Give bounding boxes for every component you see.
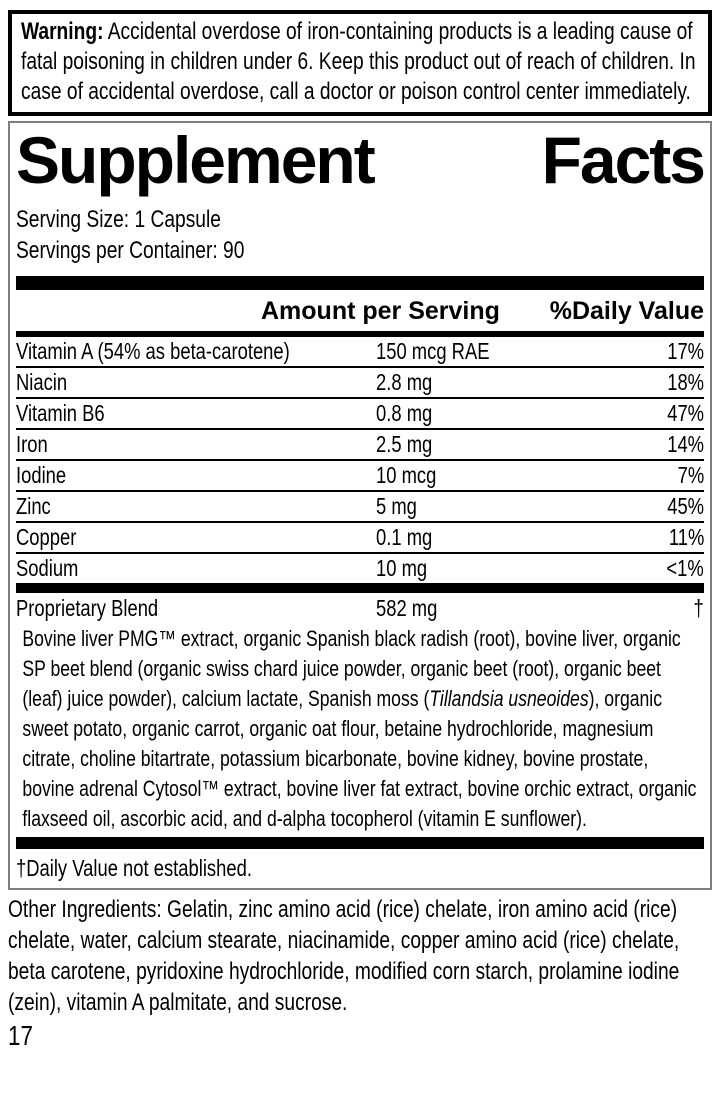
nutrient-daily-value: 45% [667,493,704,519]
nutrient-daily-value: 18% [667,369,704,395]
other-ingredients: Other Ingredients: Gelatin, zinc amino acid (rice) chelate, iron amino acid (rice) chelate, water, calcium stearate, niacinamide, copper amino acid (rice) chelate, beta carotene, pyridoxine hydrochloride, modified corn starch, prolamine iodine (zein), vitamin A palmitate, and sucrose. [8,896,680,1016]
supplement-facts-panel [8,121,712,890]
blend-description-part2: ), organic sweet potato, organic carrot, organic oat flour, betaine hydrochloride, magnesium citrate, choline bitartrate, potassium bicarbonate, bovine kidney, bovine prostate, bovine adrenal Cytosol™ extract, bovine liver fat extract, bovine orchic extract, organic flaxseed oil, ascorbic acid, and d-alpha tocopherol (vitamin E sunflower). [22,686,697,831]
divider-bar-thick-top [16,276,704,290]
table-row [16,366,704,397]
servings-per-container: Servings per Container: 90 [16,237,245,264]
divider-bar-blend [16,583,704,593]
nutrient-amount: 2.5 mg [376,431,433,457]
blend-name: Proprietary Blend [16,595,159,621]
divider-bar-footnote [16,837,704,849]
nutrient-amount: 0.8 mg [376,400,433,426]
blend-daily-value-dagger: † [693,595,704,621]
nutrient-name: Vitamin B6 [16,400,105,426]
proprietary-blend-row [16,593,704,624]
nutrient-daily-value: 17% [667,338,704,364]
table-row [16,490,704,521]
nutrient-amount: 5 mg [376,493,417,519]
warning-body: Accidental overdose of iron-containing products is a leading cause of fatal poisoning in children under 6. Keep this product out of reach of children. In case of accidental overdose, call a doctor or poison control center immediately. [21,18,696,105]
nutrient-name: Copper [16,524,77,550]
proprietary-blend-description [16,624,704,834]
table-row [16,459,704,490]
panel-title-word-2: Facts [541,123,704,197]
nutrient-daily-value: 11% [668,524,704,550]
nutrient-name: Vitamin A (54% as beta-carotene) [16,338,290,364]
nutrient-amount: 10 mg [376,555,428,581]
panel-title [16,123,704,197]
table-row [16,521,704,552]
nutrient-name: Zinc [16,493,51,519]
table-row [16,552,704,583]
warning-text [21,17,699,107]
table-row [16,397,704,428]
column-header-amount: Amount per Serving [261,297,500,325]
nutrient-name: Iron [16,431,48,457]
table-row [16,337,704,366]
nutrient-amount: 150 mcg RAE [376,338,490,364]
warning-label: Warning: [21,18,104,45]
blend-description-part1: Bovine liver PMG™ extract, organic Spanish black radish (root), bovine liver, organic SP beet blend (organic swiss chard juice powder, organic beet (root), organic beet (leaf) juice powder), calcium lactate, Spanish moss ( [22,626,681,711]
table-row [16,428,704,459]
table-header-row [16,290,704,331]
panel-title-word-1: Supplement [16,123,374,197]
nutrient-daily-value: 7% [677,462,704,488]
nutrient-daily-value: 14% [667,431,704,457]
nutrient-name: Iodine [16,462,67,488]
nutrient-amount: 2.8 mg [376,369,433,395]
nutrient-name: Niacin [16,369,68,395]
nutrient-amount: 0.1 mg [376,524,433,550]
warning-box [8,10,712,116]
daily-value-footnote: †Daily Value not established. [16,855,252,881]
blend-amount: 582 mg [376,595,438,621]
nutrient-daily-value: <1% [666,555,704,581]
page-number: 17 [8,1020,33,1051]
blend-description-botanical-name: Tillandsia usneoides [429,686,589,711]
column-header-daily-value: %Daily Value [549,297,704,325]
nutrient-name: Sodium [16,555,79,581]
nutrient-amount: 10 mcg [376,462,437,488]
nutrient-daily-value: 47% [667,400,704,426]
serving-size: Serving Size: 1 Capsule [16,206,221,233]
